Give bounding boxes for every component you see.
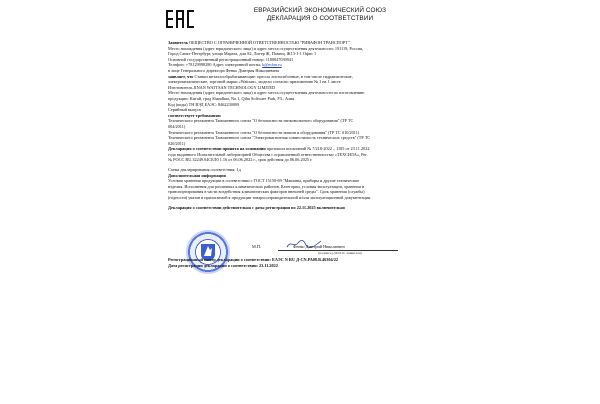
- manufacturer-address: Место нахождения (адрес юридического лица) и адрес места осуществления деятельности по изготовлению: [168, 90, 365, 96]
- validity-date: 22.11.2025 включительно: [295, 204, 345, 210]
- applicant-label: Заявитель: [168, 40, 189, 45]
- extra-line-4: (годности) указан в прилагаемой к продукции товаросопроводительной и/или эксплуатационной документации.: [168, 195, 372, 201]
- basis-accreditation: № РОСС RU.32249.04СЕЛ0 1.16 от 06.06.2022 г., срок действия до 06.06.2025 г.: [168, 157, 313, 163]
- tn-ved-codes: Код (коды) ТН ВЭД ЕАЭС: 8462230009: [168, 101, 240, 107]
- manufacturer-address-2: продукции: Китай, град Shandhua, No.1, Qihu Software Park, F3., Азия: [168, 95, 295, 101]
- basis-lab: года выданного Испытательной лабораторией Общества с ограниченной ответственностью «ТЕХСИЛА», Рег.: [168, 151, 368, 157]
- production-type: Серийный выпуск: [168, 107, 202, 113]
- applicant-director: в лице Генерального директора Фенко Дмитрия Николаевича: [168, 67, 279, 73]
- declaration-body: [168, 40, 440, 210]
- registration-date: 23.11.2022: [257, 262, 278, 268]
- document-header: [210, 7, 430, 23]
- applicant-address: Место нахождения (адрес юридического лица) и адрес места осуществления деятельности: 191119, Россия,: [168, 45, 363, 51]
- extra-label: Дополнительная информация: [168, 172, 226, 178]
- registration-number-label: Регистрационный номер декларации о соответствии:: [168, 257, 271, 262]
- extra-line-1: Условия хранения продукции в соответствии с ГОСТ 15150-69 "Машины, приборы и другие технические: [168, 178, 360, 184]
- requirement-2: Технического регламента Таможенного союза "О безопасности машин и оборудования" (ТР ТС 010/2011): [168, 129, 360, 135]
- seal-placeholder: М.П.: [252, 244, 261, 249]
- applicant-name: ОБЩЕСТВО С ОГРАНИЧЕННОЙ ОТВЕТСТВЕННОСТЬЮ "РИВАФОН ТРАНСПОРТ": [189, 40, 350, 45]
- registration-date-label: Дата регистрации декларации о соответствии:: [168, 262, 258, 268]
- manufacturer-label: Изготовитель: [168, 84, 193, 90]
- signer-name: Фенко Дмитрий Николаевич: [293, 244, 345, 249]
- applicant-phone: Телефон: +78129998280 Адрес электронной почты:: [168, 62, 263, 68]
- basis-label: Декларация о соответствии принята на основании: [168, 146, 266, 152]
- declares-label: заявляет, что: [168, 73, 194, 79]
- validity-label: Декларация о соответствии действительна с даты регистрации по: [168, 204, 296, 210]
- requirement-1-code: 004/2011): [168, 123, 186, 129]
- requirement-3-code: 020/2011): [168, 140, 186, 146]
- registration-number: ЕАЭС N RU Д-CN.РА08.В.46304/22: [270, 257, 339, 262]
- basis-protocol: протокола испытаний № 7/218-2022 – 1185 от 23.11.2022: [265, 146, 370, 152]
- declaration-scheme: Схема декларирования соответствия: 1д: [168, 167, 241, 173]
- signature-caption: (подпись) (Ф.И.О. заявителя): [318, 251, 362, 255]
- applicant-ogrn: Основной государственный регистрационный номер: 1180847030941: [168, 56, 294, 62]
- eac-logo-icon: [165, 8, 195, 30]
- validity-line: [168, 205, 440, 211]
- applicant-email-link[interactable]: k@mfan.ru: [262, 62, 282, 68]
- registration-date-line: [168, 263, 440, 269]
- product-description-2: электромеханические, торговой марки «Wattsan», модели согласно приложению № 1 на 1 листе: [168, 79, 341, 85]
- applicant-address-2: Город Санкт-Петербург, улица Марата, дом 82, Литер Ж, Помещ. Ж13-1-1 Офис 1: [168, 51, 317, 57]
- union-title: ЕВРАЗИЙСКИЙ ЭКОНОМИЧЕСКИЙ СОЮЗ: [253, 7, 387, 14]
- manufacturer-name: JINAN WATTSAN TECHNOLOGY LIMITED: [192, 84, 276, 90]
- registration-block: [168, 257, 440, 268]
- requirement-1: Технического регламента Таможенного союза "О безопасности низковольтного оборудования" (ТР ТС: [168, 118, 354, 124]
- requirements-label: соответствует требованиям: [168, 112, 221, 118]
- extra-line-2: изделия. Исполнения для различных климатических районов. Категории, условия эксплуатации, хранения и: [168, 183, 365, 189]
- document-title: ДЕКЛАРАЦИЯ О СООТВЕТСТВИИ: [266, 15, 374, 22]
- extra-line-3: транспортирования в части воздействия климатических факторов внешней среды". Срок хранения (службы): [168, 189, 365, 195]
- requirement-3: Технического регламента Таможенного союза "Электромагнитная совместимость технических средств" (ТР ТС: [168, 135, 371, 141]
- product-description: Станки металлообрабатывающие: прессы листогибочные, в том числе гидравлические,: [193, 73, 353, 79]
